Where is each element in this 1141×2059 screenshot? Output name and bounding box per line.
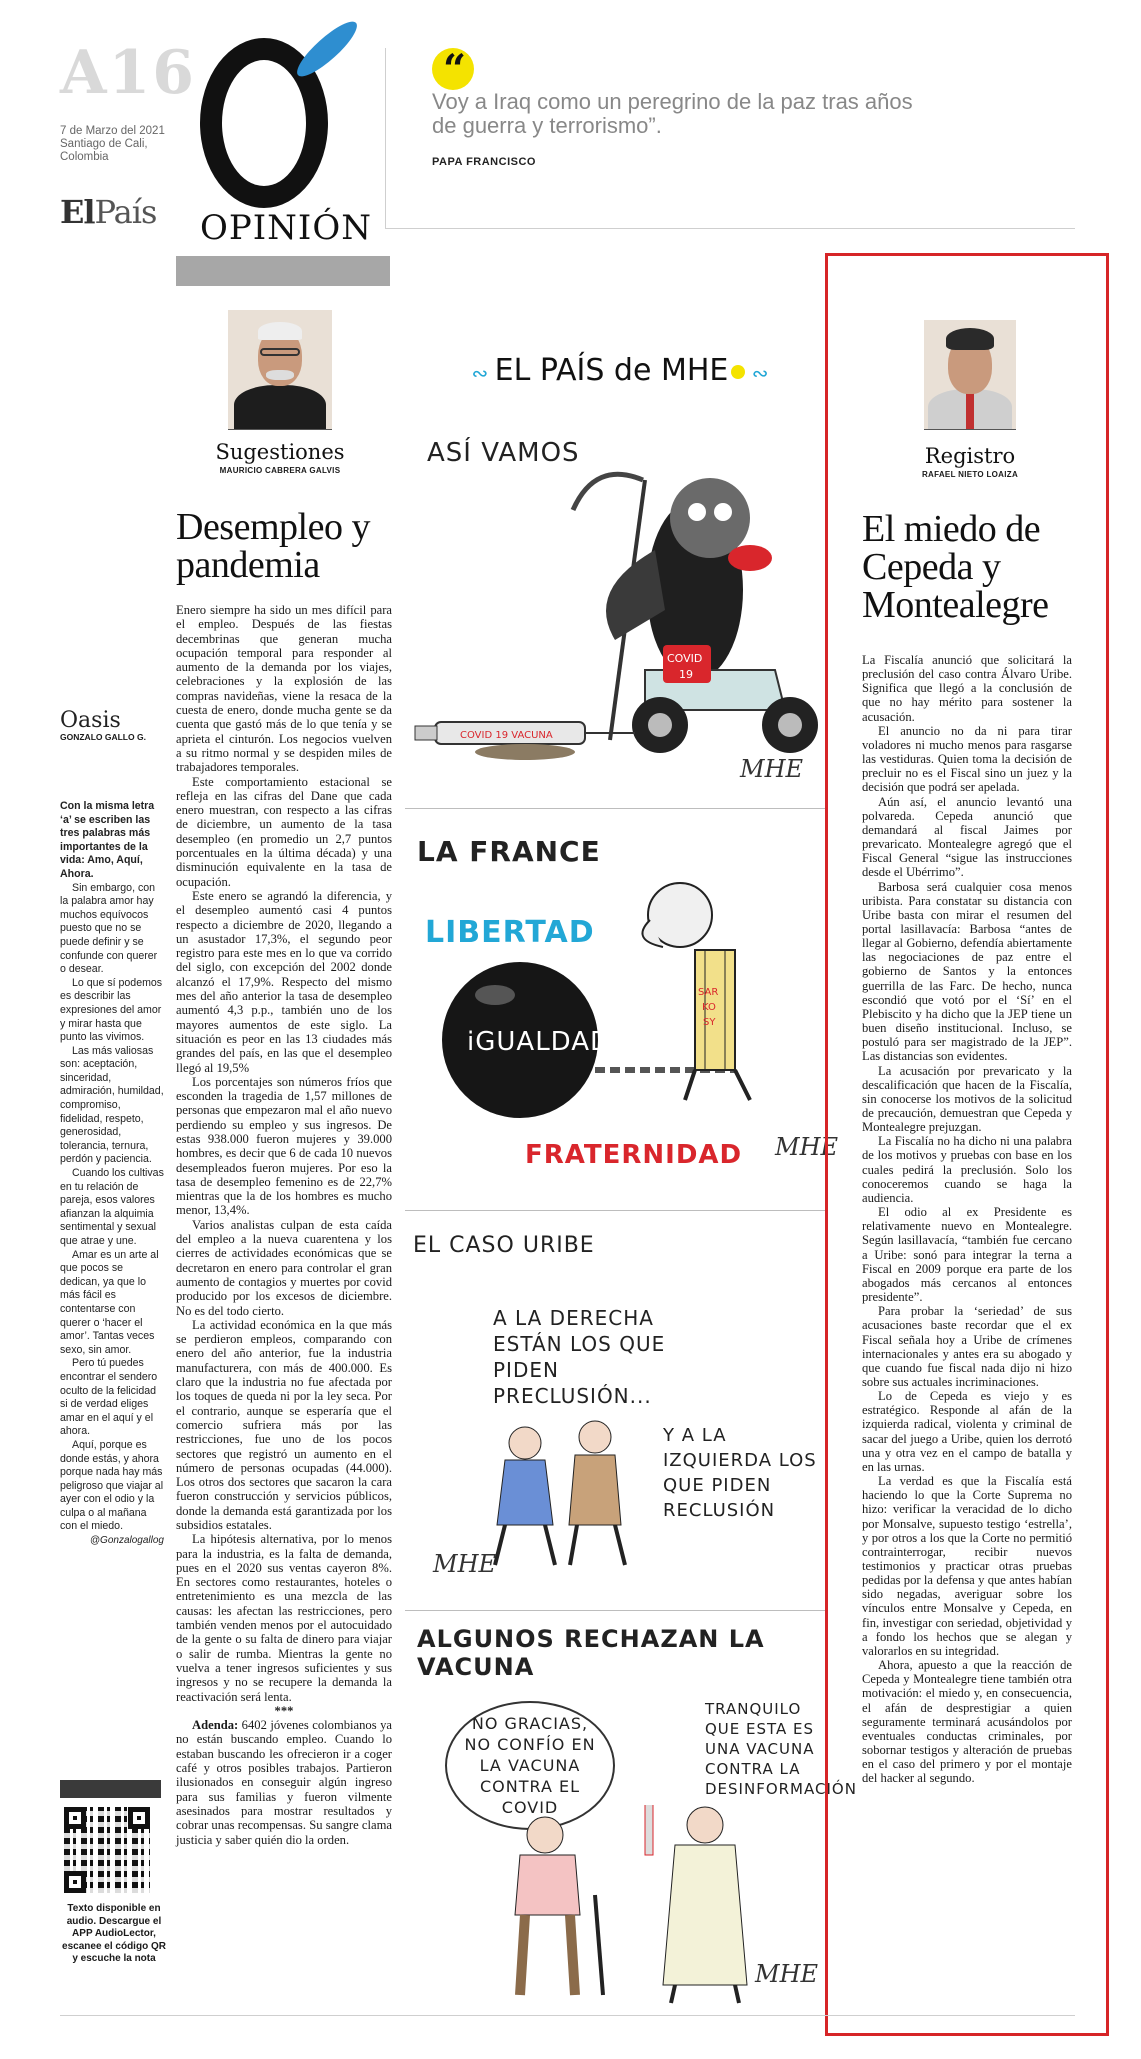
oasis-paragraph: Cuando los cultivas en tu relación de pareja, esos valores afianzan la alquimia sentimental y sexual que atrae y une. (60, 1167, 164, 1247)
cartoon-signature: MHE (433, 1550, 497, 1578)
adenda-text: 6402 jóvenes colombianos ya no están buscando empleo. Cuando lo estaban buscando les ofrecieron ir a coger café y otros posibles trabajos. Partieron ilusionados en conseguir algún ingreso para sus familias y fueron vilmente asesinados para mostrar resultados y cobrar unas recompensas. Su sangre clama justicia y saber quién dio la orden. (176, 1718, 392, 1847)
headline-miedo: El miedo de Cepeda y Montealegre (862, 508, 1049, 626)
article-paragraph: Lo de Cepeda es viejo y es estratégico. Responde al afán de la izquierda radical, violenta y criminal de sacar del juego a Uribe, quien los derrotó una y otra vez en el campo de batalla y en las urnas. (862, 1389, 1072, 1474)
qr-code-icon[interactable] (64, 1807, 150, 1893)
oasis-signature: @Gonzalogallog (89, 1535, 164, 1547)
oasis-title: Oasis (60, 708, 121, 733)
cartoon-ball-chain (405, 855, 825, 1175)
brand-logo (60, 193, 156, 231)
article-paragraph: Este enero se agrandó la diferencia, y el desempleo aumentó casi 4 puntos respecto a diciembre de 2020, llegando a un asustador 17,3%, el segundo peor registro para este mes en lo que va corrido del siglo, con excepción del 2002 donde alcanzó el 17,9%. Respecto del mismo mes del año anterior la tasa de desempleo aumentó 4,3 p.p., también uno de los mayores aumentos de este siglo. La situación es peor en las 13 ciudades más grandes del país, en las que el desempleo llegó al 19,5% (176, 888, 392, 1075)
article-paragraph: La Fiscalía no ha dicho ni una palabra de los motivos y pruebas con base en los cuales pedirá la preclusión. Solo los conoceremos cuando se haga la audiencia. (862, 1134, 1072, 1205)
cartoon-separator (405, 1210, 825, 1211)
panel1-title: ASÍ VAMOS (427, 438, 580, 468)
article-paragraph: La Fiscalía anunció que solicitará la preclusión del caso contra Álvaro Uribe. Significa que llegó a la conclusión de que no hay mérito para sostener la acusación. (862, 653, 1072, 724)
article-paragraph: Enero siempre ha sido un mes difícil para el empleo. Después de las fiestas decembrinas que generan mucha ocupación temporal para responder al aumento de la demanda por los viajes, celebraciones y la explosión de las compras navideñas, viene la resaca de la cuesta de enero, donde mucha gente se da cuenta que gastó más de lo que tenía y se aprieta el cinturón. Los negocios vuelven a su ritmo normal y se despiden miles de trabajadores temporales. (176, 603, 392, 775)
panel4-bubble-left: NO GRACIAS, NO CONFÍO EN LA VACUNA CONTRA EL COVID (445, 1701, 615, 1830)
section-bar (176, 256, 390, 286)
panel3-title: EL CASO URIBE (413, 1233, 595, 1258)
cartoon-signature: MHE (775, 1133, 839, 1161)
qr-finder (128, 1807, 150, 1829)
figure-label-part2: KO (702, 1002, 716, 1013)
masthead-divider (385, 48, 386, 228)
headline-desempleo: Desempleo y pandemia (176, 506, 370, 586)
cartoon-signature: MHE (755, 1960, 819, 1988)
oasis-paragraph: Las más valiosas son: aceptación, sinceridad, admiración, humildad, compromiso, fidelidad, respeto, generosidad, tolerancia, ternura, perdón y paciencia. (60, 1044, 164, 1166)
adenda-paragraph (176, 1718, 392, 1847)
brand-el: El (60, 193, 95, 231)
oasis-paragraph: Pero tú puedes encontrar el sendero oculto de la felicidad si de verdad eliges amar en el aquí y el ahora. (60, 1357, 158, 1438)
panel3-bubble-left: A LA DERECHA ESTÁN LOS QUE PIDEN PRECLUSIÓN... (493, 1306, 666, 1408)
article-desempleo (176, 603, 392, 1847)
panel3-bubble-right: Y A LA IZQUIERDA LOS QUE PIDEN RECLUSIÓN (663, 1425, 817, 1521)
panel2-fraternidad: FRATERNIDAD (525, 1140, 743, 1170)
oasis-lead: Con la misma letra ‘a’ se escriben las tres palabras más importantes de la vida: Amo, Aquí, Ahora. (60, 800, 155, 880)
oasis-divider-bar (60, 1780, 161, 1798)
brand-pais: País (94, 193, 157, 231)
oasis-paragraph: Aquí, porque es donde estás, y ahora porque nada hay más peligroso que viajar al ayer con el odio y la culpa o al mañana con el miedo. (60, 1438, 164, 1533)
section-title: OPINIÓN (200, 208, 372, 248)
bike-label-line1: COVID (667, 652, 703, 665)
column-author-nieto: RAFAEL NIETO LOAIZA (921, 470, 1019, 479)
page-bottom-rule (60, 2015, 1075, 2016)
qr-finder (64, 1871, 86, 1893)
oasis-body (60, 800, 164, 1548)
article-paragraph: La actividad económica en la que más se perdieron empleos, comparando con enero del año anterior, fue la industria manufacturera, con más de 400.000. Es claro que la industria no fue afectada por los toques de queda ni por la ley seca. Por el contrario, aunque se esperaría que el comercio sufriera más por las restricciones, fue uno de los pocos sectores que registró un aumento en el número de personas ocupadas (44.000). Los otros dos sectores que sacaron la cara fueron construcción y servicios públicos, donde la demanda está garantizada por los subsidios estatales. (176, 1317, 392, 1532)
article-paragraph: Los porcentajes son números fríos que esconden la tragedia de 1,57 millones de personas que empezaron mal el año nuevo perdiendo su empleo y sus ingresos. De estas 938.000 fueron mujeres y 39.000 hombres, es decir que 6 de cada 10 nuevos desempleados fueron mujeres. Por eso la tasa de desempleo femenino es de 22,7% mientras que la de los hombres es mucho menor, 13,4%. (176, 1074, 392, 1218)
bike-label-line2: 19 (679, 668, 693, 681)
qr-finder (64, 1807, 86, 1829)
audio-note: Texto disponible en audio. Descargue el APP AudioLector, escanee el código QR y escuche la nota (62, 1903, 166, 1964)
cartoon-panel-caso-uribe (405, 1215, 825, 1595)
article-paragraph: El anuncio no da ni para tirar voladores ni mucho menos para rasgarse las vestiduras. Quien toma la decisión de precluir no es el Fiscal sino un juez y la decisión que podrá ser apelada. (862, 723, 1072, 795)
oasis-author: GONZALO GALLO G. (60, 732, 146, 742)
cartoon-header-text: EL PAÍS de MHE (494, 353, 729, 388)
cartoon-reaper-scooter (405, 440, 825, 780)
article-paragraph: Varios analistas culpan de esta caída del empleo a la nueva cuarentena y los cierres de actividades económicas que se decretaron en enero para controlar el gran aumento de contagios y muertes por covid producido por los excesos de diciembre. No es del todo cierto. (176, 1217, 392, 1318)
oasis-paragraph: Sin embargo, con la palabra amor hay muchos equívocos puesto que no se puede definir y se confunde con querer o desear. (60, 881, 158, 976)
cartoon-header: ∾ EL PAÍS de MHE ∾ (471, 353, 769, 388)
article-paragraph: Para probar la ‘seriedad’ de sus acusaciones baste recordar que el ex Fiscal señala hoy a Uribe de crímenes internacionales y antes era su abogado y que cuando fue fiscal nada dijo ni hizo sobre sus actuales incriminaciones. (862, 1304, 1072, 1389)
syringe-label: COVID 19 VACUNA (460, 730, 553, 741)
section-stars: *** (274, 1703, 294, 1718)
date-line: 7 de Marzo del 2021 Santiago de Cali, Colombia (60, 125, 165, 163)
oasis-paragraph: Lo que sí podemos es describir las expresiones del amor y mirar hasta que punto las vivimos. (60, 976, 163, 1044)
cartoon-separator (405, 1610, 825, 1611)
panel4-bubble-right: TRANQUILO QUE ESTA ES UNA VACUNA CONTRA LA DESINFORMACIÓN (705, 1700, 857, 1798)
article-paragraph: Barbosa será cualquier cosa menos uribista. Para constatar su distancia con Uribe basta con mirar el resumen del portal lasillavacía: Barbosa “antes de llegar al Gobierno, defendía abiertamente las negociaciones de paz entre el gobierno de Santos y la entonces guerrilla de las Farc. De hecho, nunca escondió que votó por el ‘Sí’ en el Plebiscito y ha dicho que la JEP tiene un buen diseño institucional. Incluso, se postuló para ser magistrado de la JEP”. Las distancias son evidentes. (862, 879, 1072, 1064)
column-label-sugestiones: Sugestiones (215, 440, 345, 464)
adenda-label: Adenda: (192, 1718, 239, 1733)
quote-icon: “ (432, 48, 474, 90)
quote-author: PAPA FRANCISCO (432, 156, 536, 168)
article-paragraph: Aún así, el anuncio levantó una polvareda. Cepeda anunció que demandará al fiscal Jaimes por prevaricato. Montealegre agregó que el Fiscal General “sigue las instrucciones desde el Ubérrimo”. (862, 794, 1072, 880)
cartoon-signature: MHE (740, 755, 804, 783)
masthead-rule (385, 228, 1075, 229)
author-photo-cabrera (228, 310, 332, 430)
highlight-frame (825, 253, 1109, 2036)
cartoon-separator (405, 808, 825, 809)
article-paragraph: Este comportamiento estacional se refleja en las cifras del Dane que cada enero muestran, con respecto a las cifras de diciembre, un aumento de la tasa desempleo (en promedio un 2,7 puntos porcentuales en la última década) y una disminución equivalente en la tasa de ocupación. (176, 774, 392, 889)
article-paragraph: La acusación por prevaricato y la descalificación que hacen de la Fiscalía, sin conocerse los motivos de la solicitud de precaución, demuestran que Cepeda y Montealegre prejuzgan. (862, 1063, 1072, 1135)
article-paragraph: El odio al ex Presidente es relativamente nuevo en Montealegre. Según lasillavacía, “también fue cercano a Uribe: sonó para integrar la terna a Fiscal en 2009 porque era parte de los abogados más cercanos al entonces presidente”. (862, 1205, 1072, 1305)
panel2-title: LA FRANCE (417, 835, 601, 868)
panel2-libertad: LIBERTAD (425, 915, 595, 950)
article-paragraph: Ahora, apuesto a que la reacción de Cepeda y Montealegre tiene también otra motivación: el miedo y, en consecuencia, el afán de desprestigiar a quien seguramente terminará acusándolos por eventuales conductas criminales, por sobornar testigos y alteración de pruebas en el caso del primero y por el montaje del hacker al segundo. (862, 1658, 1072, 1786)
cartoon-panel-vacuna (405, 1615, 857, 2010)
article-paragraph: La verdad es que la Fiscalía está haciendo lo que la Corte Suprema no hizo: verificar la veracidad de lo dicho por Monsalve, supuesto testigo ‘estrella’, y por otros a los que la Corte no permitió contrainterrogar, recibir nuevos testimonios y practicar otras pruebas pedidas por la defensa y que antes habían sido negadas, averiguar sobre los vínculos entre Monsalve y Cepeda, en fin, investigar con seriedad, objetividad y a fondo los hechos que se alegan y valorarlos en su integridad. (862, 1474, 1072, 1658)
article-paragraph: La hipótesis alternativa, por lo menos para la industria, es la falta de demanda, pues en el 2020 sus ventas cayeron 8%. En sectores como restaurantes, hoteles o entretenimiento es una mezcla de las causas: les afectan las restricciones, pero también venden menos por el autocuidado de la gente o su falta de dinero para viajar o salir de rumba. Mientras la gente no vuelva a tener ingresos suficientes y sus ingresos y no se recupere la demanda la reactivación será lenta. (176, 1532, 392, 1704)
panel4-title: ALGUNOS RECHAZAN LA VACUNA (417, 1625, 765, 1681)
opinion-accent-mark (291, 15, 364, 84)
figure-label-part3: SY (703, 1017, 716, 1028)
quote-text: Voy a Iraq como un peregrino de la paz tras años de guerra y terrorismo”. (432, 89, 913, 138)
oasis-paragraph: Amar es un arte al que pocos se dedican, ya que lo más fácil es contentarse con querer o ‘hacer el amor’. Tantas veces sexo, sin amor. (60, 1248, 159, 1356)
cartoon-panel-la-france (405, 815, 839, 1205)
panel2-igualdad: iGUALDAD (467, 1027, 612, 1057)
column-author-cabrera: MAURICIO CABRERA GALVIS (219, 466, 341, 475)
column-label-registro: Registro (924, 444, 1016, 468)
page-number: A16 (60, 38, 197, 108)
figure-label-part1: SAR (698, 987, 719, 998)
cartoon-panel-asi-vamos (405, 400, 825, 800)
